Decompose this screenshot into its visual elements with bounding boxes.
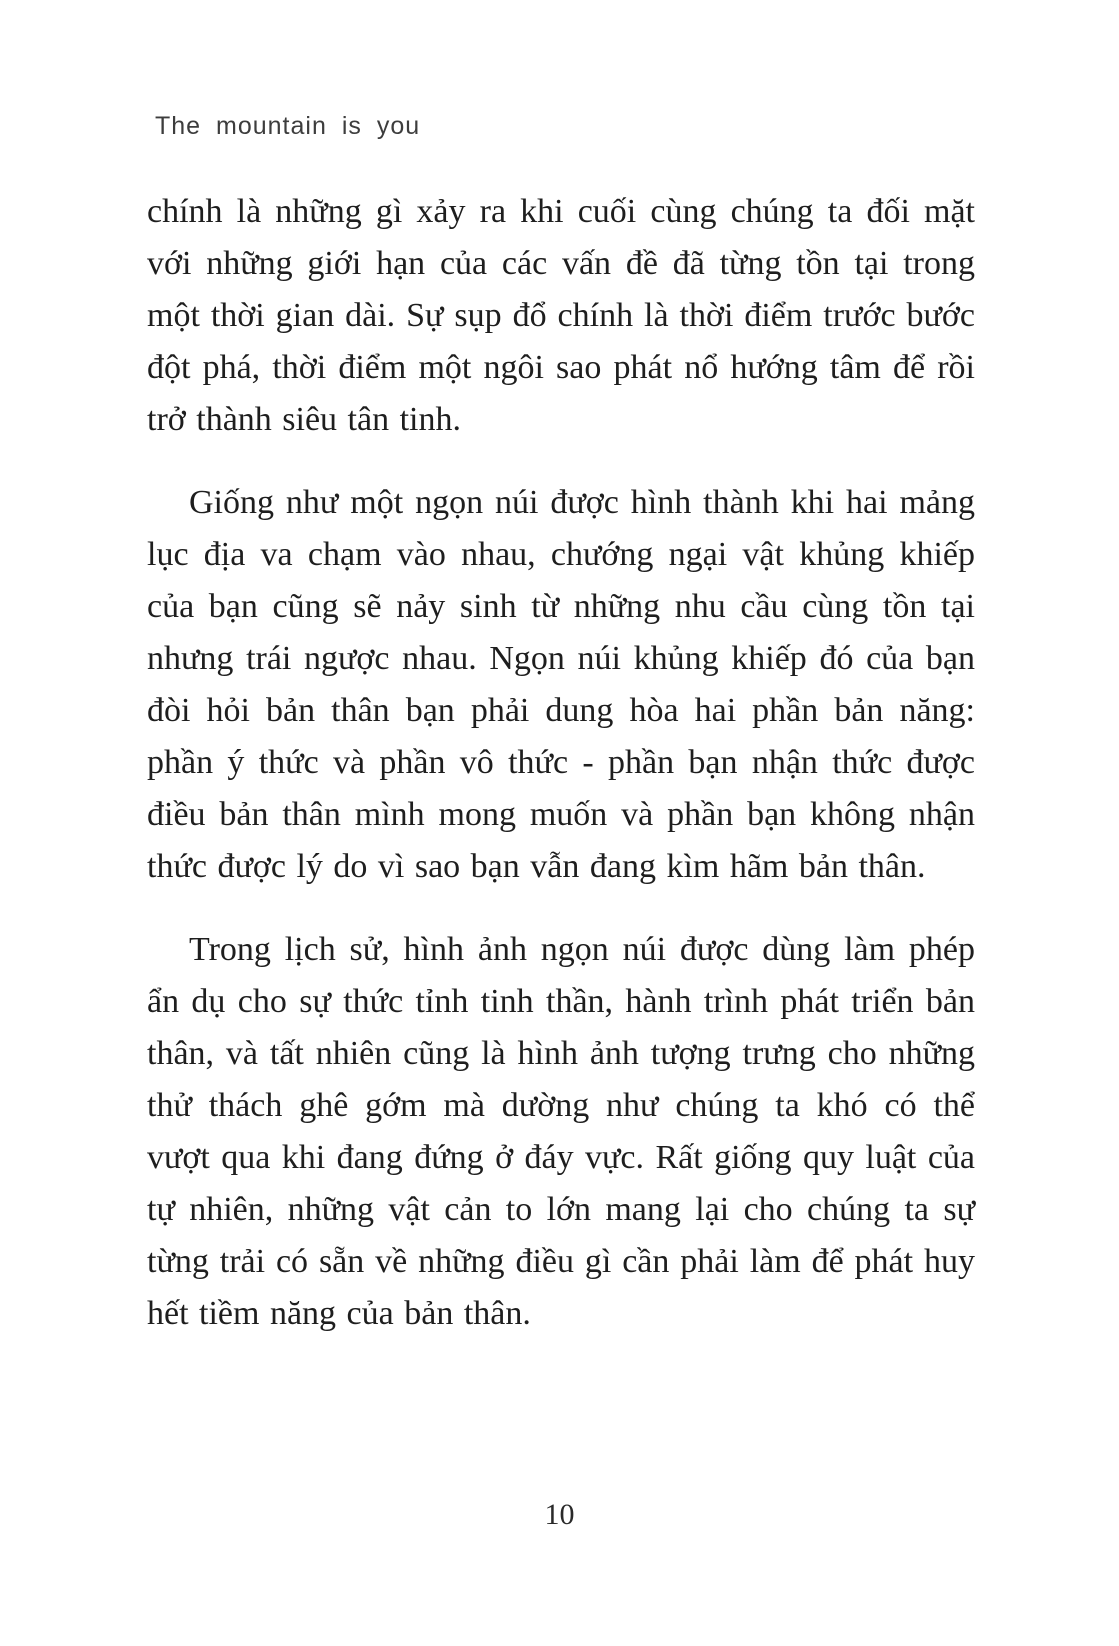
page-number: 10 (544, 1498, 575, 1531)
paragraph: Giống như một ngọn núi được hình thành khi hai mảng lục địa va chạm vào nhau, chướng ngại vật khủng khiếp của bạn cũng sẽ nảy sinh từ những nhu cầu cùng tồn tại nhưng trái ngược nhau. Ngọn núi khủng khiếp đó của bạn đòi hỏi bản thân bạn phải dung hòa hai phần bản năng: phần ý thức và phần vô thức - phần bạn nhận thức được điều bản thân mình mong muốn và phần bạn không nhận thức được lý do vì sao bạn vẫn đang kìm hãm bản thân. (147, 484, 975, 885)
paragraph: chính là những gì xảy ra khi cuối cùng chúng ta đối mặt với những giới hạn của các vấn đề đã từng tồn tại trong một thời gian dài. Sự sụp đổ chính là thời điểm trước bước đột phá, thời điểm một ngôi sao phát nổ hướng tâm để rồi trở thành siêu tân tinh. (147, 193, 975, 438)
paragraph: Trong lịch sử, hình ảnh ngọn núi được dùng làm phép ẩn dụ cho sự thức tỉnh tinh thần, hành trình phát triển bản thân, và tất nhiên cũng là hình ảnh tượng trưng cho những thử thách ghê gớm mà dường như chúng ta khó có thể vượt qua khi đang đứng ở đáy vực. Rất giống quy luật của tự nhiên, những vật cản to lớn mang lại cho chúng ta sự từng trải có sẵn về những điều gì cần phải làm để phát huy hết tiềm năng của bản thân. (147, 931, 975, 1332)
running-header: The mountain is you (155, 112, 421, 140)
body-text (147, 186, 975, 1371)
